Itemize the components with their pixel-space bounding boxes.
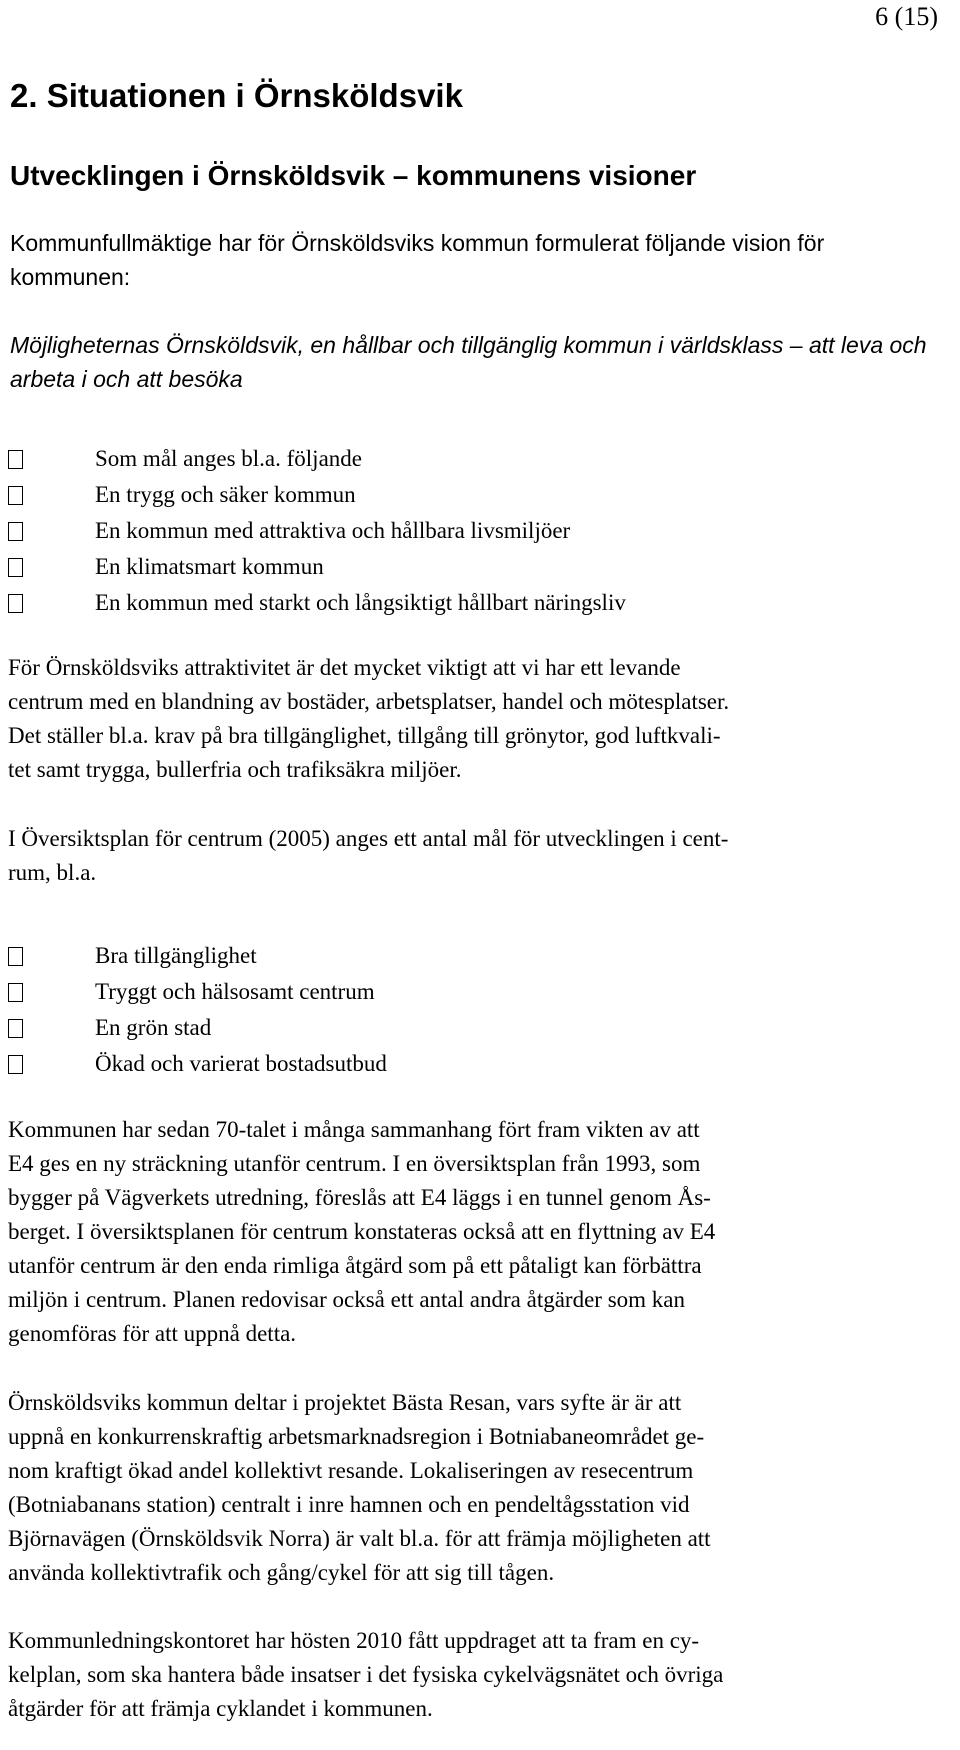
bullet-icon bbox=[8, 486, 23, 505]
section-subheading: Utvecklingen i Örnsköldsvik – kommunens visioner bbox=[10, 160, 697, 191]
paragraph-cycle-plan: Kommunledningskontoret har hösten 2010 fått uppdraget att ta fram en cy- kelplan, som ska hantera både insatser i det fysiska cykelvägsnätet och övriga åtgärder för att främja cyklandet i kommunen. bbox=[8, 1628, 724, 1721]
bullet-icon bbox=[8, 947, 23, 966]
section-heading: 2. Situationen i Örnsköldsvik bbox=[10, 77, 463, 114]
vision-statement: Möjligheternas Örnsköldsvik, en hållbar och tillgänglig kommun i världsklass – att leva och arbeta i och att besöka bbox=[10, 332, 927, 392]
list-item: Ökad och varierat bostadsutbud bbox=[8, 1046, 387, 1082]
paragraph-attractiveness: För Örnsköldsviks attraktivitet är det mycket viktigt att vi har ett levande centrum med en blandning av bostäder, arbetsplatser, handel och mötesplatser. Det ställer bl.a. krav på bra tillgänglighet, tillgång till grönytor, god luftkvali- tet samt trygga, bullerfria och trafiksäkra miljöer. bbox=[8, 655, 730, 782]
bullet-icon bbox=[8, 558, 23, 577]
list-item: En kommun med starkt och långsiktigt hållbart näringsliv bbox=[8, 585, 626, 621]
paragraph-e4: Kommunen har sedan 70-talet i många sammanhang fört fram vikten av att E4 ges en ny sträckning utanför centrum. I en översiktsplan från 1993, som bygger på Vägverkets utredning, föreslås att E4 läggs i en tunnel genom Ås- berget. I översiktsplanen för centrum konstateras också att en flyttning av E4 utanför centrum är den enda rimliga åtgärd som på ett påtaligt kan förbättra miljön i centrum. Planen redovisar också ett antal andra åtgärder som kan genomföras för att uppnå detta. bbox=[8, 1117, 716, 1346]
bullet-icon bbox=[8, 522, 23, 541]
goals-list bbox=[8, 441, 626, 621]
list-item: En grön stad bbox=[8, 1010, 387, 1046]
intro-paragraph: Kommunfullmäktige har för Örnsköldsviks kommun formulerat följande vision för kommunen: bbox=[10, 230, 825, 290]
list-item: En trygg och säker kommun bbox=[8, 477, 626, 513]
page-number: 6 (15) bbox=[875, 2, 938, 31]
bullet-icon bbox=[8, 983, 23, 1002]
paragraph-overview-plan: I Översiktsplan för centrum (2005) anges ett antal mål för utvecklingen i cent- rum, bl.a. bbox=[8, 826, 729, 885]
bullet-icon bbox=[8, 594, 23, 613]
bullet-icon bbox=[8, 450, 23, 469]
list-item: Som mål anges bl.a. följande bbox=[8, 441, 626, 477]
bullet-icon bbox=[8, 1019, 23, 1038]
paragraph-basta-resan: Örnsköldsviks kommun deltar i projektet Bästa Resan, vars syfte är är att uppnå en konkurrenskraftig arbetsmarknadsregion i Botniabaneområdet ge- nom kraftigt ökad andel kollektivt resande. Lokaliseringen av resecentrum (Botniabanans station) centralt i inre hamnen och en pendeltågsstation vid Björnavägen (Örnsköldsvik Norra) är valt bl.a. för att främja möjligheten att använda kollektivtrafik och gång/cykel för att sig till tågen. bbox=[8, 1390, 711, 1585]
list-item: Tryggt och hälsosamt centrum bbox=[8, 974, 387, 1010]
bullet-icon bbox=[8, 1055, 23, 1074]
list-item: Bra tillgänglighet bbox=[8, 938, 387, 974]
list-item: En klimatsmart kommun bbox=[8, 549, 626, 585]
list-item: En kommun med attraktiva och hållbara livsmiljöer bbox=[8, 513, 626, 549]
centre-goals-list bbox=[8, 938, 387, 1082]
